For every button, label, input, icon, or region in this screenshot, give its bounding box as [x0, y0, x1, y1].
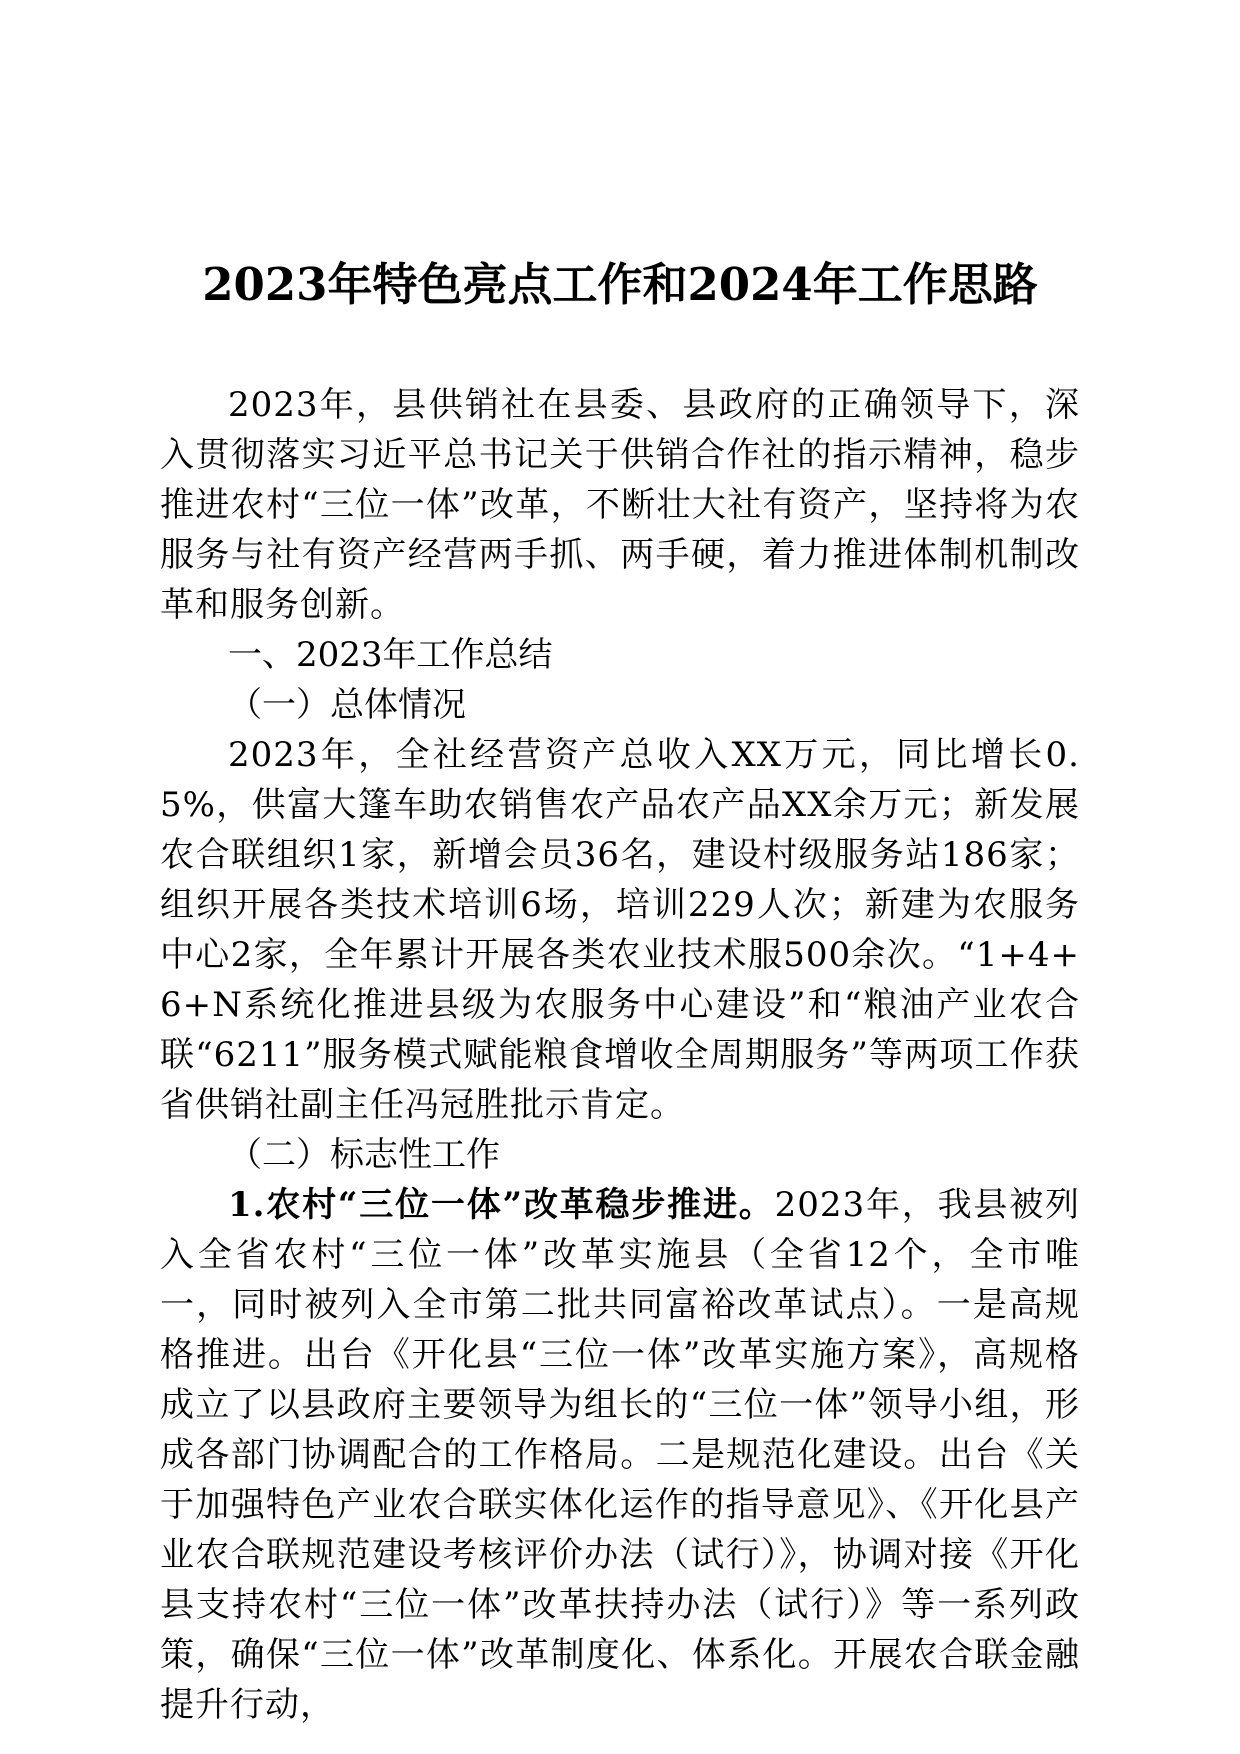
overview-paragraph: 2023年，全社经营资产总收入XX万元，同比增长0.5%，供富大篷车助农销售农产品农产品XX余万元；新发展农合联组织1家，新增会员36名，建设村级服务站186家；组织开展各类技术培训6场，培训229人次；新建为农服务中心2家，全年累计开展各类农业技术服500余次。“1+4+6+N系统化推进县级为农服务中心建设”和“粮油产业农合联“6211”服务模式赋能粮食增收全周期服务”等两项工作获省供销社副主任冯冠胜批示肯定。: [160, 735, 1080, 1125]
item1-lead: 1.农村“三位一体”改革稳步推进。: [228, 1185, 775, 1225]
intro-paragraph: 2023年，县供销社在县委、县政府的正确领导下，深入贯彻落实习近平总书记关于供销合作社的指示精神，稳步推进农村“三位一体”改革，不断壮大社有资产，坚持将为农服务与社有资产经营两手抓、两手硬，着力推进体制机制改革和服务创新。: [160, 385, 1080, 625]
section-heading-summary: 一、2023年工作总结: [228, 635, 553, 675]
subsection-heading-landmark: （二）标志性工作: [228, 1135, 500, 1175]
item1-paragraph: [160, 1180, 1080, 1730]
subsection-heading-overview: （一）总体情况: [228, 685, 466, 725]
document-title: 2023年特色亮点工作和2024年工作思路: [202, 258, 1038, 311]
item1-text: 2023年，我县被列入全省农村“三位一体”改革实施县（全省12个，全市唯一，同时被列入全市第二批共同富裕改革试点）。一是高规格推进。出台《开化县“三位一体”改革实施方案》，高规格成立了以县政府主要领导为组长的“三位一体”领导小组，形成各部门协调配合的工作格局。二是规范化建设。出台《关于加强特色产业农合联实体化运作的指导意见》、《开化县产业农合联规范建设考核评价办法（试行）》，协调对接《开化县支持农村“三位一体”改革扶持办法（试行）》等一系列政策，确保“三位一体”改革制度化、体系化。开展农合联金融提升行动，: [160, 1185, 1081, 1725]
document-body: [160, 380, 1080, 1730]
